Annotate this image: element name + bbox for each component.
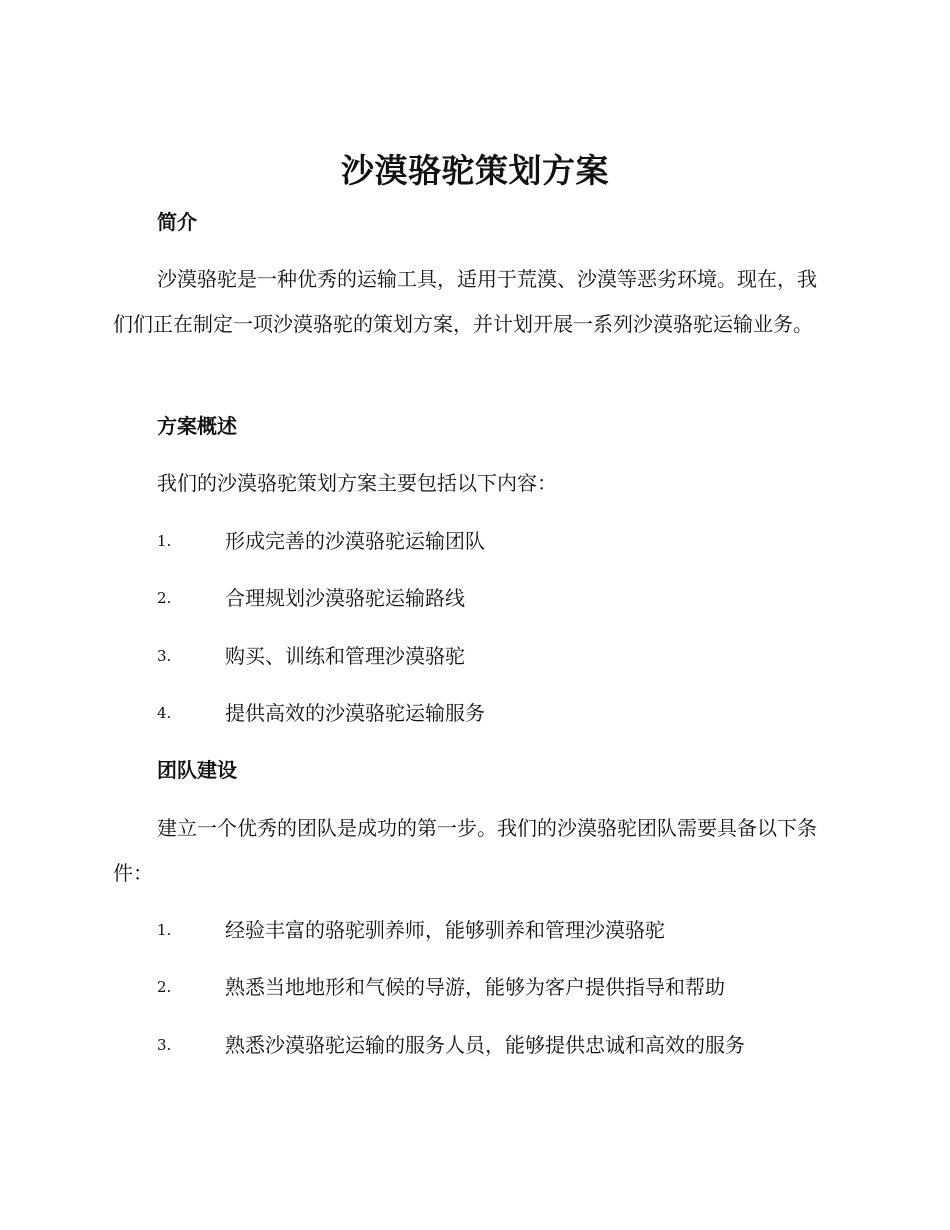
list-item-number: 3. <box>157 1036 172 1054</box>
list-item <box>157 915 837 945</box>
list-item-text: 熟悉当地地形和气候的导游，能够为客户提供指导和帮助 <box>225 975 725 999</box>
team-paragraph: 建立一个优秀的团队是成功的第一步。我们的沙漠骆驼团队需要具备以下条件： <box>113 816 817 885</box>
overview-paragraph: 我们的沙漠骆驼策划方案主要包括以下内容： <box>157 471 557 495</box>
document-title: 沙漠骆驼策划方案 <box>341 151 609 190</box>
list-item-number: 2. <box>157 589 172 607</box>
list-item <box>157 698 837 728</box>
list-item <box>157 972 837 1002</box>
list-item-text: 形成完善的沙漠骆驼运输团队 <box>225 529 485 553</box>
list-item-text: 合理规划沙漠骆驼运输路线 <box>225 586 465 610</box>
section-heading-team: 团队建设 <box>157 758 237 782</box>
list-item-number: 3. <box>157 647 172 665</box>
list-item <box>157 526 837 556</box>
section-heading-overview: 方案概述 <box>157 414 237 438</box>
list-item-number: 1. <box>157 532 172 550</box>
section-heading-intro: 简介 <box>157 210 197 234</box>
list-item-text: 提供高效的沙漠骆驼运输服务 <box>225 701 485 725</box>
list-item-number: 4. <box>157 704 172 722</box>
intro-paragraph: 沙漠骆驼是一种优秀的运输工具，适用于荒漠、沙漠等恶劣环境。现在，我们们正在制定一项沙漠骆驼的策划方案，并计划开展一系列沙漠骆驼运输业务。 <box>113 267 817 336</box>
list-item-number: 2. <box>157 978 172 996</box>
list-item-text: 熟悉沙漠骆驼运输的服务人员，能够提供忠诚和高效的服务 <box>225 1033 745 1057</box>
list-item <box>157 641 837 671</box>
list-item-text: 经验丰富的骆驼驯养师，能够驯养和管理沙漠骆驼 <box>225 918 665 942</box>
list-item <box>157 1030 837 1060</box>
list-item <box>157 583 837 613</box>
list-item-number: 1. <box>157 921 172 939</box>
list-item-text: 购买、训练和管理沙漠骆驼 <box>225 644 465 668</box>
